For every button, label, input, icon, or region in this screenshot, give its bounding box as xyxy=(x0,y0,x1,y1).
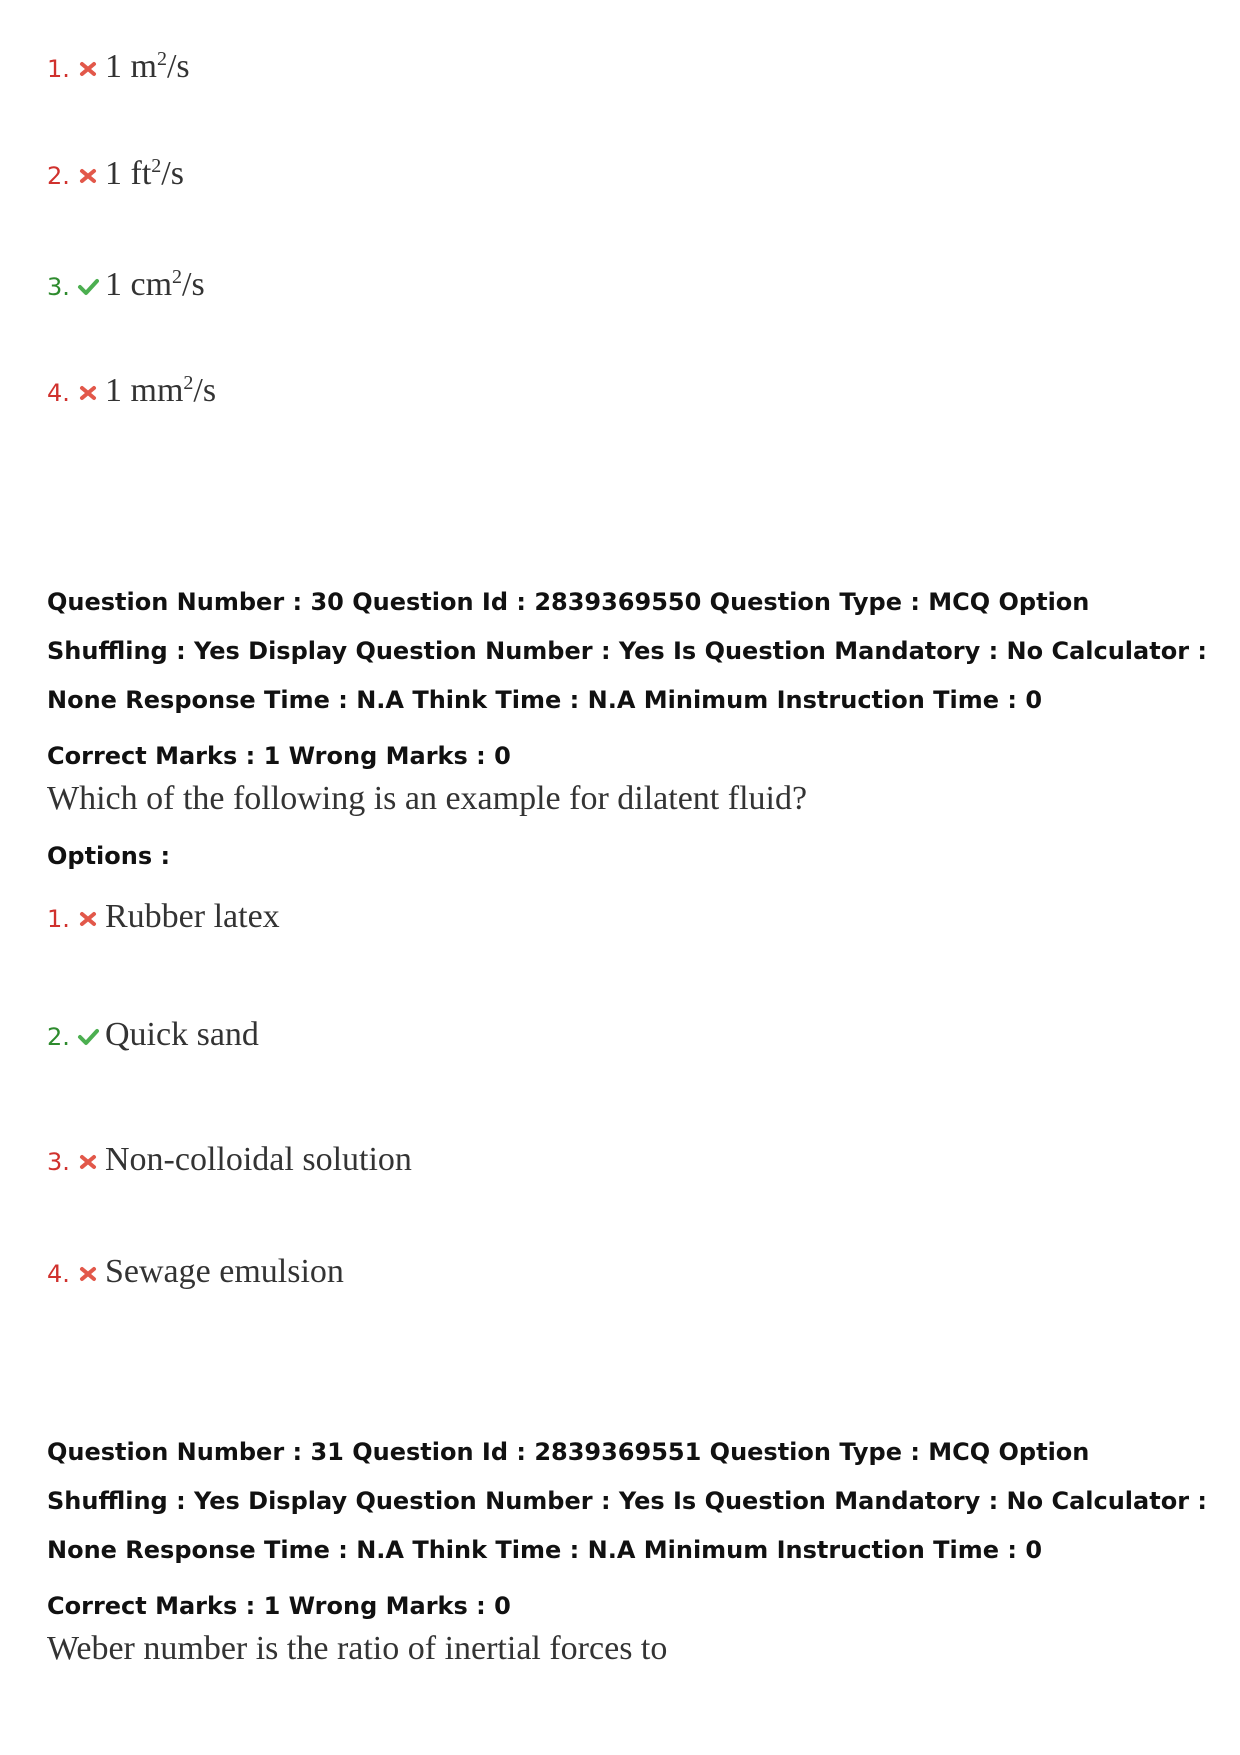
option-number: 1. xyxy=(47,905,70,933)
options-label: Options : xyxy=(47,842,171,870)
option-number: 1. xyxy=(47,55,70,83)
check-icon xyxy=(77,277,99,297)
option-item xyxy=(47,155,184,193)
option-text: 1 $ft^2/s$ xyxy=(105,155,184,192)
option-item xyxy=(47,266,205,304)
option-item xyxy=(47,1253,344,1291)
question-meta: Question Number : 31 Question Id : 2839369551 Question Type : MCQ Option Shuffling : Yes Display Question Number : Yes Is Question Mandatory : No Calculator : None Response Time : N.A Think Time : N.A Minimum Instruction Time : 0 xyxy=(47,1438,1207,1564)
question-meta: Question Number : 30 Question Id : 2839369550 Question Type : MCQ Option Shuffling : Yes Display Question Number : Yes Is Question Mandatory : No Calculator : None Response Time : N.A Think Time : N.A Minimum Instruction Time : 0 xyxy=(47,588,1207,714)
option-number: 2. xyxy=(47,162,70,190)
option-text: Sewage emulsion xyxy=(105,1253,344,1290)
option-text: 1 $mm^2/s$ xyxy=(105,372,217,409)
cross-icon xyxy=(77,1152,99,1172)
option-item xyxy=(47,1141,412,1179)
option-number: 4. xyxy=(47,1260,70,1288)
option-text: Rubber latex xyxy=(105,898,280,935)
question-text: Which of the following is an example for dilatent fluid? xyxy=(47,780,808,817)
option-text: Quick sand xyxy=(105,1016,259,1053)
option-number: 4. xyxy=(47,379,70,407)
question-marks: Correct Marks : 1 Wrong Marks : 0 xyxy=(47,1592,511,1620)
option-text: Non-colloidal solution xyxy=(105,1141,412,1178)
option-item xyxy=(47,1016,259,1054)
cross-icon xyxy=(77,59,99,79)
option-number: 2. xyxy=(47,1023,70,1051)
check-icon xyxy=(77,1027,99,1047)
option-number: 3. xyxy=(47,273,70,301)
cross-icon xyxy=(77,166,99,186)
option-text: 1 $cm^2/s$ xyxy=(105,266,205,303)
option-item xyxy=(47,898,280,936)
option-item xyxy=(47,48,190,86)
question-text: Weber number is the ratio of inertial forces to xyxy=(47,1630,668,1667)
option-text: 1 $m^2/s$ xyxy=(105,48,190,85)
option-item xyxy=(47,372,216,410)
cross-icon xyxy=(77,909,99,929)
cross-icon xyxy=(77,1264,99,1284)
option-number: 3. xyxy=(47,1148,70,1176)
question-marks: Correct Marks : 1 Wrong Marks : 0 xyxy=(47,742,511,770)
cross-icon xyxy=(77,383,99,403)
